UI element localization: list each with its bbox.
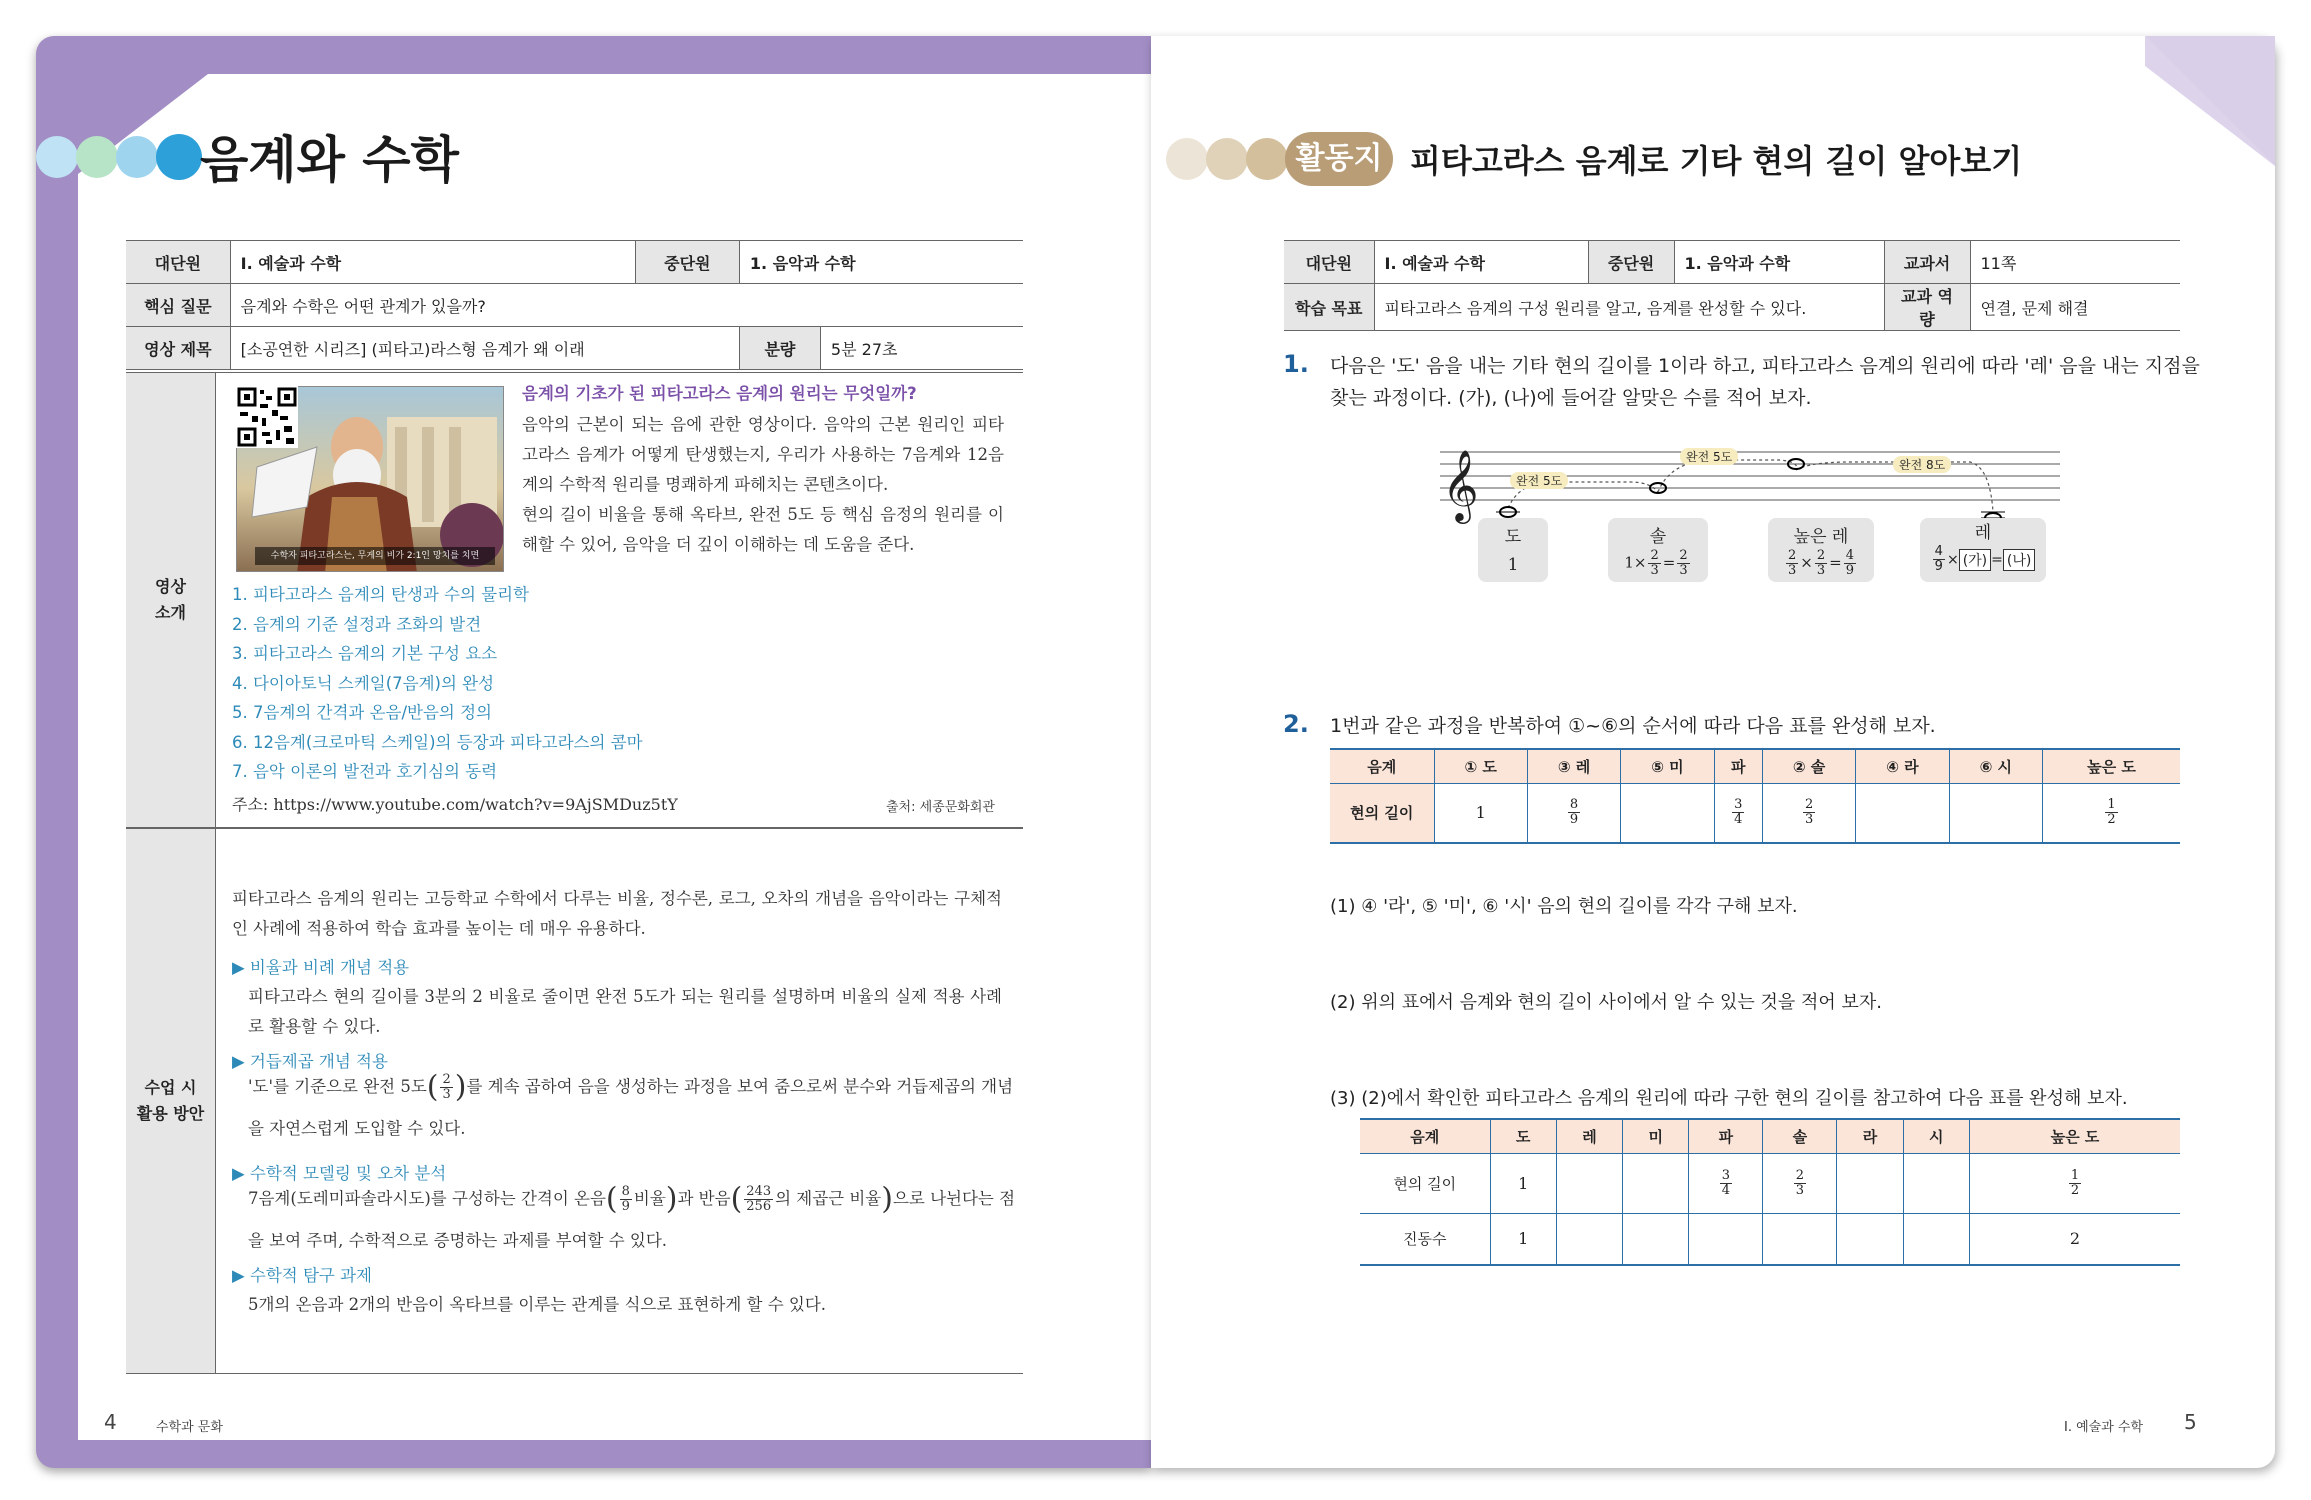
chapter-item[interactable]: 1. 피타고라스 음계의 탄생과 수의 물리학 <box>232 585 529 604</box>
table-header: 파 <box>1689 1119 1763 1153</box>
table-cell: $\frac{1}{2}$ <box>2043 783 2180 843</box>
usage-heading-inquiry: ▶ 수학적 탐구 과제 <box>232 1266 372 1285</box>
table-cell-blank[interactable] <box>1556 1213 1622 1265</box>
table-header: ④ 라 <box>1856 749 1949 783</box>
table-cell-blank[interactable] <box>1837 1213 1903 1265</box>
table-header: ② 솔 <box>1762 749 1855 783</box>
value-video-title: [소공연한 시리즈] (피타고)라스형 음계가 왜 이래 <box>230 327 739 370</box>
table-header: ③ 레 <box>1527 749 1620 783</box>
table-cell-blank[interactable] <box>1623 1213 1689 1265</box>
frequency-table <box>1360 1118 2180 1266</box>
value-competency: 연결, 문제 해결 <box>1970 284 2180 331</box>
table-cell: $\frac{2}{3}$ <box>1763 1153 1837 1213</box>
chapter-item[interactable]: 6. 12음계(크로마틱 스케일)의 등장과 피타고라스의 콤마 <box>232 732 643 752</box>
note-high-re-name: 높은 레 <box>1793 527 1849 547</box>
chapter-item[interactable]: 7. 음악 이론의 발전과 호기심의 동력 <box>232 762 498 781</box>
table-header: 높은 도 <box>1969 1119 2180 1153</box>
value-major: Ⅰ. 예술과 수학 <box>230 241 635 284</box>
note-box-high-re <box>1768 518 1874 582</box>
table-header: 라 <box>1837 1119 1903 1153</box>
row-label-frequency: 진동수 <box>1360 1213 1490 1265</box>
video-intro-label-1: 영상 <box>155 577 186 597</box>
chapter-item[interactable]: 3. 피타고라스 음계의 기본 구성 요소 <box>232 644 498 663</box>
answer-blank-na[interactable]: (나) <box>2003 549 2035 571</box>
note-box-re <box>1920 518 2046 582</box>
value-length: 5분 27초 <box>820 327 1023 370</box>
table-cell: $\frac{3}{4}$ <box>1689 1153 1763 1213</box>
table-header: ⑤ 미 <box>1621 749 1714 783</box>
table-header: 높은 도 <box>2043 749 2180 783</box>
usage-heading-power: ▶ 거듭제곱 개념 적용 <box>232 1052 388 1071</box>
table-cell: 1 <box>1490 1213 1556 1265</box>
table-header: 음계 <box>1360 1119 1490 1153</box>
footer-chapter: Ⅰ. 예술과 수학 <box>2064 1420 2144 1435</box>
usage-text-modeling: 7음계(도레미파솔라시도)를 구성하는 간격이 온음( $\frac{8}{9}$ 비율)과 반음( $\frac{243}{256}$ 의 제곱근 비율)으로 나뉜다는 점 <box>248 1181 1016 1217</box>
table-cell-blank[interactable] <box>1623 1153 1689 1213</box>
table-cell: 1 <box>1434 783 1527 843</box>
video-chapter-list <box>232 580 643 787</box>
table-header: ① 도 <box>1434 749 1527 783</box>
usage-label-2: 활용 방안 <box>136 1104 205 1123</box>
table-header: 솔 <box>1763 1119 1837 1153</box>
usage-text-inquiry: 5개의 온음과 2개의 반음이 옥타브를 이루는 관계를 식으로 표현하게 할 수 있다. <box>248 1295 827 1314</box>
usage-heading-modeling: ▶ 수학적 모델링 및 오차 분석 <box>232 1164 447 1183</box>
usage-text-power: '도'를 기준으로 완전 5도( $\frac{2}{3}$ )를 계속 곱하여 음을 생성하는 과정을 보여 줌으로써 분수와 거듭제곱의 개념 <box>248 1069 1014 1105</box>
video-intro-label-2: 소개 <box>155 603 186 622</box>
usage-label-1: 수업 시 <box>144 1078 197 1098</box>
title-dots-right <box>1166 138 1286 180</box>
note-re-name: 레 <box>1974 523 1992 543</box>
table-cell-blank[interactable] <box>1689 1213 1763 1265</box>
question-1-number: 1. <box>1283 350 1309 378</box>
interval-label-octave: 완전 8도 <box>1893 456 1951 473</box>
note-re-expression: $\frac{4}{9}$ × (가) = (나) <box>1920 545 2046 574</box>
answer-blank-ga[interactable]: (가) <box>1959 549 1991 571</box>
table-cell: $\frac{3}{4}$ <box>1714 783 1762 843</box>
value-major: Ⅰ. 예술과 수학 <box>1374 241 1588 284</box>
question-2-text: 1번과 같은 과정을 반복하여 ①~⑥의 순서에 따라 다음 표를 완성해 보자. <box>1330 715 1936 737</box>
usage-text-power-cont: 을 자연스럽게 도입할 수 있다. <box>248 1119 466 1138</box>
table-cell-blank[interactable] <box>1837 1153 1903 1213</box>
subquestion-3: (3) (2)에서 확인한 피타고라스 음계의 원리에 따라 구한 현의 길이를 참고하여 다음 표를 완성해 보자. <box>1330 1088 2128 1109</box>
video-intro-paragraph-2: 현의 길이 비율을 통해 옥타브, 완전 5도 등 핵심 음정의 원리를 이해할 수 있어, 음악을 더 깊이 이해하는 데 도움을 준다. <box>522 505 1004 554</box>
question-1-text-line1: 다음은 '도' 음을 내는 기타 현의 길이를 1이라 하고, 피타고라스 음계의 원리에 따라 '레' 음을 내는 지점을 <box>1330 355 2200 377</box>
label-mid: 중단원 <box>1588 241 1674 284</box>
table-cell: $\frac{8}{9}$ <box>1527 783 1620 843</box>
subquestion-2: (2) 위의 표에서 음계와 현의 길이 사이에서 알 수 있는 것을 적어 보자. <box>1330 992 1882 1013</box>
table-header: 레 <box>1556 1119 1622 1153</box>
question-2-number: 2. <box>1283 710 1309 738</box>
label-mid: 중단원 <box>635 241 739 284</box>
usage-heading-ratio: ▶ 비율과 비례 개념 적용 <box>232 958 410 977</box>
chapter-item[interactable]: 5. 7음계의 간격과 온음/반음의 정의 <box>232 703 492 722</box>
note-do-value: 1 <box>1507 555 1519 575</box>
video-url-link[interactable]: 주소: https://www.youtube.com/watch?v=9AjSMDuz5tY <box>232 795 678 814</box>
video-intro-heading: 음계의 기초가 된 피타고라스 음계의 원리는 무엇일까? <box>522 384 917 403</box>
interval-label-5th-b: 완전 5도 <box>1680 448 1738 465</box>
string-length-table <box>1330 748 2180 844</box>
value-textbook: 11쪽 <box>1970 241 2180 284</box>
value-key-question: 음계와 수학은 어떤 관계가 있을까? <box>230 284 1023 327</box>
page-number-right: 5 <box>2184 1410 2197 1434</box>
label-textbook: 교과서 <box>1884 241 1970 284</box>
thumbnail-caption: 수학자 피타고라스는, 무게의 비가 2:1인 망치를 치면 <box>255 547 495 565</box>
table-header: 음계 <box>1330 749 1434 783</box>
note-sol-name: 솔 <box>1649 527 1667 547</box>
usage-text-modeling-cont: 을 보여 주며, 수학적으로 증명하는 과제를 부여할 수 있다. <box>248 1231 668 1250</box>
value-mid: 1. 음악과 수학 <box>1674 241 1884 284</box>
activity-title: 피타고라스 음계로 기타 현의 길이 알아보기 <box>1410 142 2023 180</box>
note-sol-expression: 1× $\frac{2}{3}$ = $\frac{2}{3}$ <box>1624 548 1688 578</box>
right-info-table <box>1284 240 2180 331</box>
table-cell: 2 <box>1969 1213 2180 1265</box>
subquestion-1: (1) ④ '라', ⑤ '미', ⑥ '시' 음의 현의 길이를 각각 구해 보자. <box>1330 896 1798 917</box>
table-header: 도 <box>1490 1119 1556 1153</box>
note-box-sol <box>1608 518 1708 582</box>
table-cell-blank[interactable] <box>1903 1213 1969 1265</box>
label-goal: 학습 목표 <box>1284 284 1374 331</box>
value-mid: 1. 음악과 수학 <box>739 241 1023 284</box>
table-header: 미 <box>1623 1119 1689 1153</box>
label-competency: 교과 역량 <box>1884 284 1970 331</box>
table-cell: $\frac{2}{3}$ <box>1762 783 1855 843</box>
video-source: 출처: 세종문화회관 <box>886 800 995 815</box>
table-cell-blank[interactable] <box>1856 783 1949 843</box>
interval-label-5th-a: 완전 5도 <box>1510 472 1568 489</box>
note-box-do <box>1478 518 1548 582</box>
label-video-title: 영상 제목 <box>126 327 230 370</box>
row-label-length: 현의 길이 <box>1330 783 1434 843</box>
table-cell-blank[interactable] <box>1556 1153 1622 1213</box>
question-1-text-line2: 찾는 과정이다. (가), (나)에 들어갈 알맞은 수를 적어 보자. <box>1330 387 1812 409</box>
table-header: ⑥ 시 <box>1949 749 2042 783</box>
table-header: 파 <box>1714 749 1762 783</box>
left-info-table <box>126 240 1023 370</box>
chapter-item[interactable]: 2. 음계의 기준 설정과 조화의 발견 <box>232 614 482 634</box>
table-cell: 1 <box>1490 1153 1556 1213</box>
chapter-item[interactable]: 4. 다이아토닉 스케일(7음계)의 완성 <box>232 673 495 693</box>
note-high-re-expression: $\frac{2}{3}$ × $\frac{2}{3}$ = $\frac{4}{9}$ <box>1788 548 1854 578</box>
treble-clef-icon: 𝄞 <box>1442 448 1479 521</box>
footer-book-title: 수학과 문화 <box>156 1420 223 1435</box>
video-intro-paragraph-1: 음악의 근본이 되는 음에 관한 영상이다. 음악의 근본 원리인 피타고라스 음계가 어떻게 탄생했는지, 우리가 사용하는 7음계와 12음계의 수학적 원리를 명쾌하게 파헤치는 콘텐츠이다. <box>522 415 1004 494</box>
label-key-question: 핵심 질문 <box>126 284 230 327</box>
row-label-length: 현의 길이 <box>1360 1153 1490 1213</box>
table-cell: $\frac{1}{2}$ <box>1969 1153 2180 1213</box>
qr-code-icon[interactable] <box>236 386 298 448</box>
page-number-left: 4 <box>104 1410 117 1434</box>
usage-intro: 피타고라스 음계의 원리는 고등학교 수학에서 다루는 비율, 정수론, 로그, 오차의 개념을 음악이라는 구체적인 사례에 적용하여 학습 효과를 높이는 데 매우 유용하다. <box>232 889 1002 938</box>
label-major: 대단원 <box>126 241 230 284</box>
label-major: 대단원 <box>1284 241 1374 284</box>
usage-text-ratio: 피타고라스 현의 길이를 3분의 2 비율로 줄이면 완전 5도가 되는 원리를 설명하며 비율의 실제 적용 사례로 활용할 수 있다. <box>248 987 1002 1036</box>
table-cell-blank[interactable] <box>1621 783 1714 843</box>
table-cell-blank[interactable] <box>1763 1213 1837 1265</box>
value-goal: 피타고라스 음계의 구성 원리를 알고, 음계를 완성할 수 있다. <box>1374 284 1884 331</box>
table-cell-blank[interactable] <box>1903 1153 1969 1213</box>
table-header: 시 <box>1903 1119 1969 1153</box>
activity-badge: 활동지 <box>1285 132 1393 186</box>
label-length: 분량 <box>739 327 820 370</box>
page-corner-fold <box>2145 36 2275 166</box>
table-cell-blank[interactable] <box>1949 783 2042 843</box>
page-title: 음계와 수학 <box>200 131 459 189</box>
note-do-name: 도 <box>1504 527 1522 547</box>
title-dots-left <box>36 136 200 180</box>
